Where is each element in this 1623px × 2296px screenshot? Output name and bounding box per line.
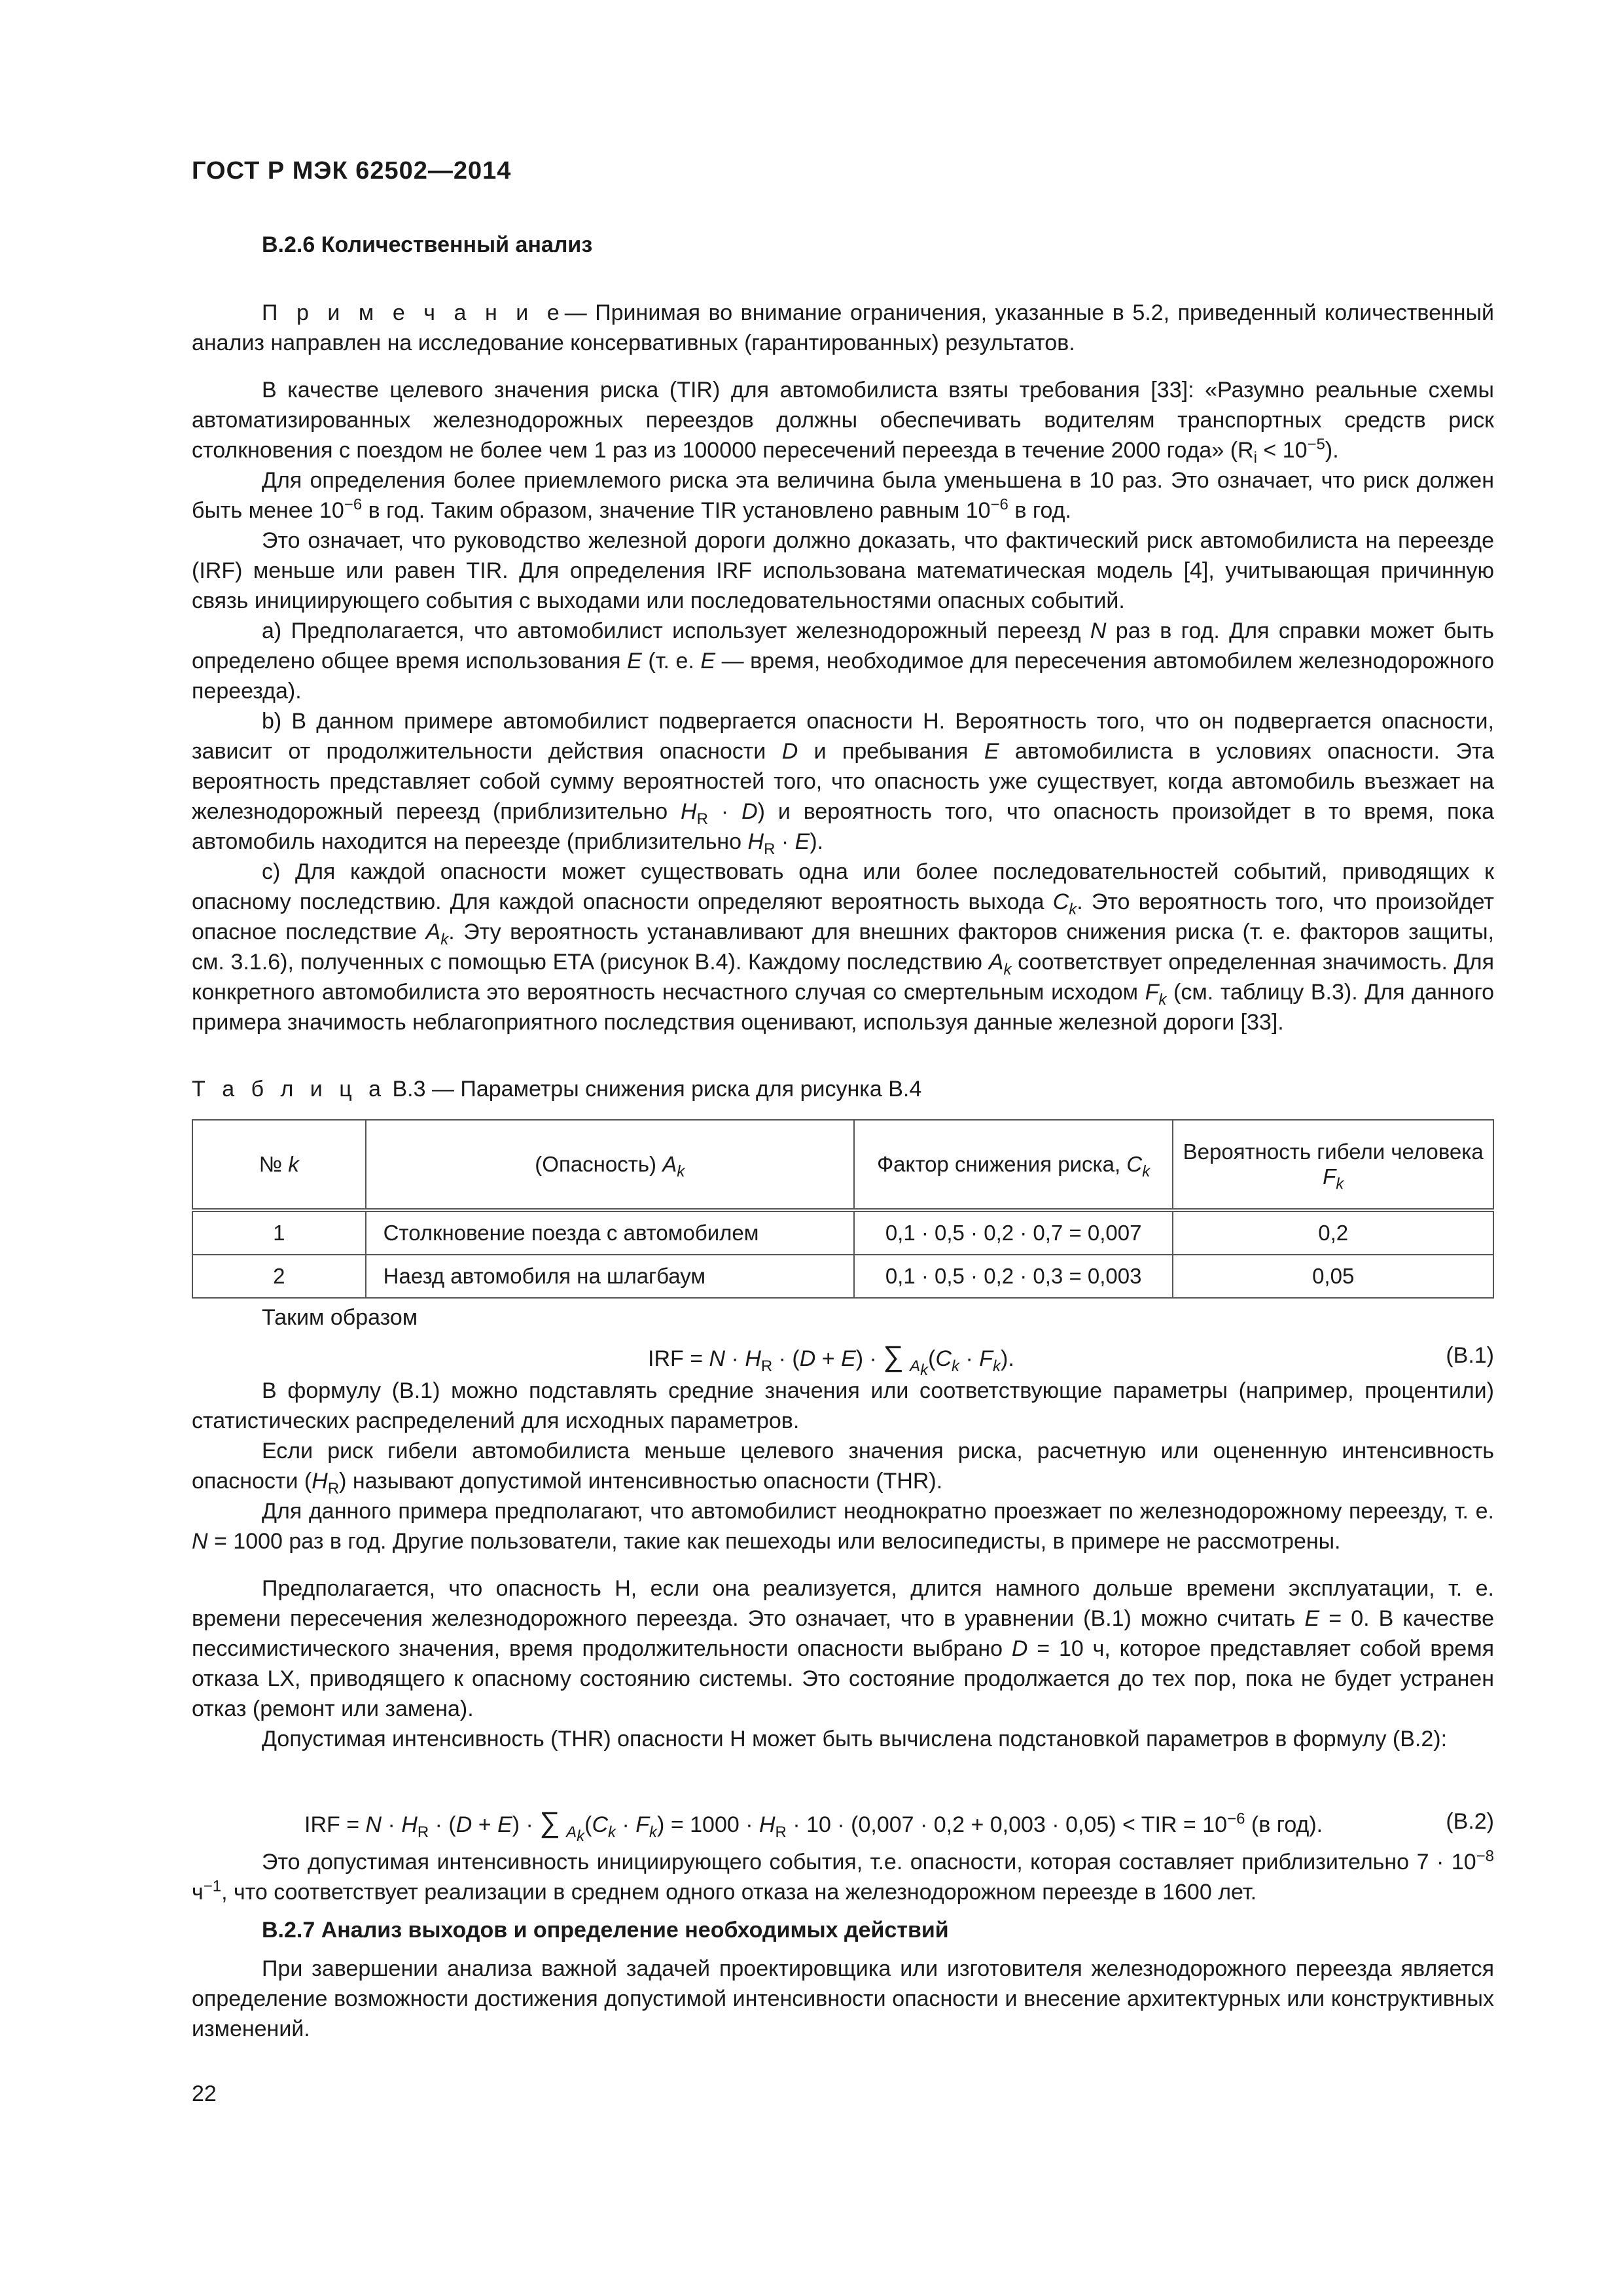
paragraph-example: Для данного примера предполагают, что автомобилист неоднократно проезжает по железнодорожному переезду, т. е. N = 1000 раз в год. Другие пользователи, такие как пешеходы или велосипедисты, в примере не рассмотрены. bbox=[192, 1499, 1494, 1554]
paragraph-b27: При завершении анализа важной задачей проектировщика или изготовителя железнодорожного переезда является определение возможности достижения допустимой интенсивности опасности и внесение архитектурных или конструктивных изменений. bbox=[192, 1956, 1494, 2041]
page-number: 22 bbox=[192, 2081, 217, 2106]
paragraph-hazard-duration: Предполагается, что опасность H, если она реализуется, длится намного дольше времени эксплуатации, т. е. времени пересечения железнодорожного переезда. Это означает, что в уравнении (B.1) можно считать E = 0. В качестве пессимистического значения, время продолжительности опасности выбрано D = 10 ч, которое представляет собой время отказа LX, приводящего к опасному состоянию системы. Это состояние продолжается до тех пор, пока не будет устранен отказ (ремонт или замена). bbox=[192, 1576, 1494, 1721]
cell-hazard: Наезд автомобиля на шлагбаум bbox=[366, 1255, 854, 1298]
paragraph-a: a) Предполагается, что автомобилист использует железнодорожный переезд N раз в год. Для справки может быть определено общее время использования E (т. е. E — время, необходимое для пересечения автомобилем железнодорожного переезда). bbox=[192, 619, 1494, 704]
paragraph-thr-calc: Допустимая интенсивность (THR) опасности H может быть вычислена подстановкой параметров в формулу (B.2): bbox=[262, 1727, 1448, 1751]
cell-factor: 0,1 · 0,5 · 0,2 · 0,7 = 0,007 bbox=[854, 1210, 1173, 1255]
table-row bbox=[192, 1210, 1493, 1255]
table-header-row bbox=[192, 1120, 1493, 1210]
paragraph-c: c) Для каждой опасности может существовать одна или более последовательностей событий, приводящих к опасному последствию. Для каждой опасности определяют вероятность выхода $C_k$. Это вероятность того, что произойдет опасное последствие $A_k$. Эту вероятность устанавливают для внешних факторов снижения риска (т. е. факторов защиты, см. 3.1.6), полученных с помощью ETA (рисунок B.4). Каждому последствию $A_k$ соответствует определенная значимость. Для конкретного автомобилиста это вероятность несчастного случая со смертельным исходом $F_k$ (см. таблицу B.3). Для данного примера значимость неблагоприятного последствия оценивают, используя данные железной дороги [33]. bbox=[192, 859, 1495, 1035]
paragraph-thr-definition: Если риск гибели автомобилиста меньше целевого значения риска, расчетную или оцененную интенсивность опасности $(H_R)$ называют допустимой интенсивностью опасности (THR). bbox=[192, 1439, 1494, 1498]
paragraph-risk-reduce: Для определения более приемлемого риска эта величина была уменьшена в 10 раз. Это означает, что риск должен быть менее $10^{-6}$ в год. Таким образом, значение TIR установлено равным $10^{-6}$ в год. bbox=[192, 468, 1494, 523]
section-b27-title: B.2.7 Анализ выходов и определение необходимых действий bbox=[262, 1918, 949, 1943]
document-id: ГОСТ Р МЭК 62502—2014 bbox=[192, 157, 512, 185]
header-probability: Вероятность гибели человека $F_k$ bbox=[1173, 1120, 1493, 1210]
formula-b2: IRF = $N \cdot H_R \cdot (D + E)$ · ∑ $_{A_k}(C_k \cdot F_k) = 1000 \cdot H_R \cdot 10 \cdot (0,007 \cdot 0,2 + 0,003 \cdot 0,05)$ < TIR = $10^{-6}$ (в год). bbox=[304, 1806, 1323, 1845]
cell-probability: 0,2 bbox=[1173, 1210, 1493, 1255]
table-row bbox=[192, 1255, 1493, 1298]
section-b26-body bbox=[192, 298, 1494, 1037]
paragraph-b: b) В данном примере автомобилист подвергается опасности H. Вероятность того, что он подвергается опасности, зависит от продолжительности действия опасности D и пребывания E автомобилиста в условиях опасности. Эта вероятность представляет собой сумму вероятностей того, что опасность уже существует, когда автомобиль въезжает на железнодорожный переезд (приблизительно $H_R \cdot D$) и вероятность того, что опасность произойдет в то время, пока автомобиль находится на переезде (приблизительно $H_R \cdot E$). bbox=[192, 709, 1494, 858]
paragraph-final: Это допустимая интенсивность инициирующего события, т.е. опасности, которая составляет приблизительно $7 \cdot 10^{-8}$ $ч^{-1}$, что соответствует реализации в среднем одного отказа на железнодорожном переезде в 1600 лет. bbox=[192, 1847, 1494, 1905]
paragraph-tir: В качестве целевого значения риска (TIR) для автомобилиста взяты требования [33]: «Разумно реальные схемы автоматизированных железнодорожных переездов должны обеспечивать водителям транспортных средств риск столкновения с поездом не более чем 1 раз из 100000 пересечений переезда в течение 2000 года» $(R_i < 10^{-5})$. bbox=[192, 378, 1494, 467]
formula-b1: IRF = $N \cdot H_R \cdot (D + E)$ · ∑ $_{A_k}(C_k \cdot F_k)$. bbox=[648, 1340, 1014, 1379]
paragraph-irf: Это означает, что руководство железной дороги должно доказать, что фактический риск автомобилиста на переезде (IRF) меньше или равен TIR. Для определения IRF использована математическая модель [4], учитывающая причинную связь инициирующего события с выходами или последовательностями опасных событий. bbox=[192, 528, 1494, 613]
cell-probability: 0,05 bbox=[1173, 1255, 1493, 1298]
paragraph-formula: В формулу (B.1) можно подставлять средние значения или соответствующие параметры (например, процентили) статистических распределений для исходных параметров. bbox=[192, 1378, 1494, 1433]
header-hazard: (Опасность) $A_k$ bbox=[366, 1120, 854, 1210]
section-b27-body bbox=[192, 1954, 1494, 2044]
thus-line: Таким образом bbox=[262, 1305, 418, 1330]
table-caption: Т а б л и ц а B.3 — Параметры снижения риска для рисунка B.4 bbox=[192, 1077, 922, 1102]
risk-table bbox=[192, 1119, 1494, 1299]
final-paragraph-body bbox=[192, 1847, 1494, 1907]
cell-hazard: Столкновение поезда с автомобилем bbox=[366, 1210, 854, 1255]
note-paragraph: П р и м е ч а н и е— Принимая во внимание ограничения, указанные в 5.2, приведенный количественный анализ направлен на исследование консервативных (гарантированных) результатов. bbox=[192, 300, 1494, 355]
equation-number-b2: (B.2) bbox=[1446, 1809, 1494, 1834]
cell-k: 1 bbox=[192, 1210, 366, 1255]
after-formula-body bbox=[192, 1376, 1494, 1754]
cell-k: 2 bbox=[192, 1255, 366, 1298]
header-factor: Фактор снижения риска, $C_k$ bbox=[854, 1120, 1173, 1210]
section-b26-title: B.2.6 Количественный анализ bbox=[262, 232, 593, 257]
header-k: № k bbox=[192, 1120, 366, 1210]
equation-number-b1: (B.1) bbox=[1446, 1343, 1494, 1368]
cell-factor: 0,1 · 0,5 · 0,2 · 0,3 = 0,003 bbox=[854, 1255, 1173, 1298]
